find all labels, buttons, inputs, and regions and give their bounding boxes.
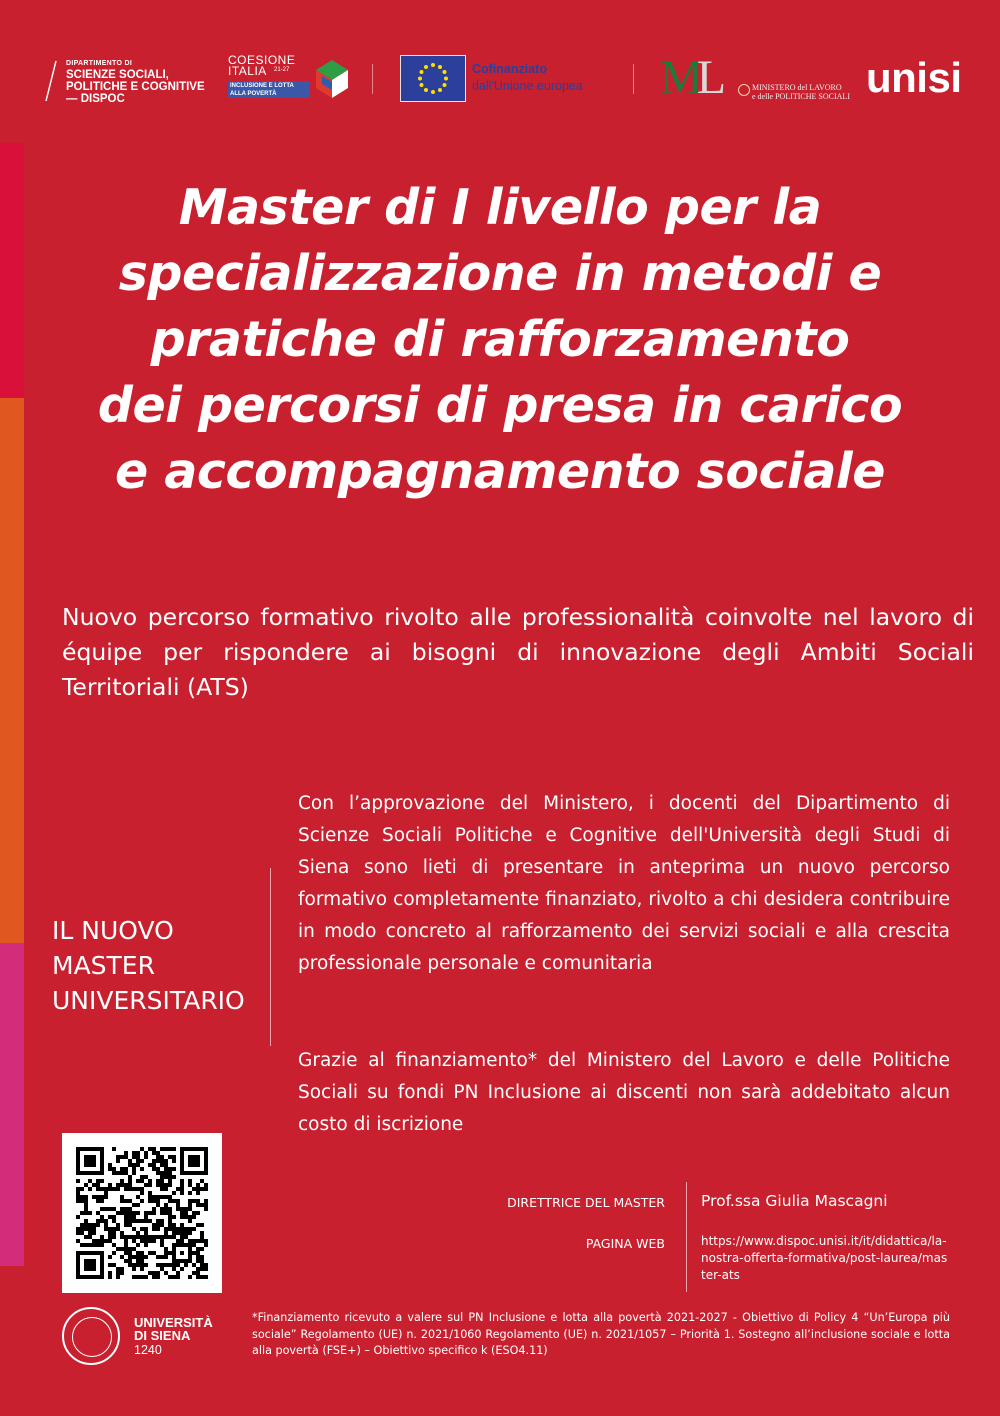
header-separator xyxy=(372,64,373,94)
university-name-line: DI SIENA xyxy=(134,1328,191,1343)
funding-paragraph: Grazie al finanziamento* del Ministero del Lavoro e delle Politiche Sociali su fondi PN Inclusione ai discenti non sarà addebitato alcun costo di iscrizione xyxy=(298,1050,950,1135)
subtitle: Nuovo percorso formativo rivolto alle professionalità coinvolte nel lavoro di équipe per rispondere ai bisogni di innovazione degli Ambiti Sociali Territoriali (ATS) xyxy=(62,603,974,701)
eu-line1: Cofinanziato xyxy=(472,62,547,76)
coesione-cube-icon xyxy=(312,56,352,100)
funding-footnote: *Finanziamento ricevuto a valere sul PN Inclusione e lotta alla povertà 2021-2027 - Obiettivo di Policy 4 “Un’Europa più sociale” Regolamento (UE) n. 2021/1060 Regolamento (UE) n. 2021/1057 – Priorità 1. Sostegno all’inclusione sociale e lotta alla povertà (FSE+) – Obiettivo specifico k (ESO4.11) xyxy=(252,1311,950,1357)
coesione-years: 21-27 xyxy=(274,67,290,73)
coesione-line1: COESIONE xyxy=(228,53,296,67)
section-divider xyxy=(270,868,271,1046)
coesione-box xyxy=(228,81,310,98)
coesione-italia-logo[interactable] xyxy=(228,54,353,102)
university-name xyxy=(134,1316,213,1357)
page-title xyxy=(30,175,970,505)
coesione-box-line1: INCLUSIONE E LOTTA xyxy=(230,83,294,89)
coesione-box-line2: ALLA POVERTÀ xyxy=(230,91,277,97)
side-bar-pink xyxy=(0,943,24,1266)
title-line: e accompagnamento sociale xyxy=(115,443,885,500)
section-label-line: IL NUOVO xyxy=(52,916,174,945)
unisi-logo[interactable]: unisi xyxy=(866,54,962,101)
title-line: Master di I livello per la xyxy=(178,179,822,236)
ministero-m-logo: ML xyxy=(660,51,727,104)
title-line: dei percorsi di presa in carico xyxy=(97,377,903,434)
eu-cofinanziato-text xyxy=(472,61,583,95)
eu-flag-icon xyxy=(400,55,466,102)
university-year: 1240 xyxy=(134,1343,162,1357)
qr-code[interactable] xyxy=(62,1133,222,1293)
ministero-emblem-icon xyxy=(738,84,750,96)
dispoc-line: SCIENZE SOCIALI, xyxy=(66,69,169,81)
university-seal-icon xyxy=(62,1307,120,1365)
section-label xyxy=(52,913,272,1018)
qr-code-icon xyxy=(76,1147,208,1279)
slash-icon xyxy=(44,60,58,102)
coesione-line2: ITALIA xyxy=(228,64,267,78)
web-url-link[interactable]: https://www.dispoc.unisi.it/it/didattica/la-nostra-offerta-formativa/post-laurea/master-ats xyxy=(701,1234,948,1282)
ministero-line1: MINISTERO del LAVORO xyxy=(752,83,842,92)
web-label: PAGINA WEB xyxy=(585,1236,665,1251)
header-separator xyxy=(633,64,634,94)
dispoc-line: — DISPOC xyxy=(66,93,125,105)
eu-line2: dall'Unione europea xyxy=(472,79,583,93)
side-bar-red xyxy=(0,143,24,398)
dispoc-small: DIPARTIMENTO DI xyxy=(66,60,133,67)
dispoc-logo[interactable] xyxy=(66,60,205,105)
intro-paragraph: Con l’approvazione del Ministero, i docenti del Dipartimento di Scienze Sociali Politiche e Cognitive dell'Università degli Studi di Siena sono lieti di presentare in anteprima un nuovo percorso formativo completamente finanziato, rivolto a chi desidera contribuire in modo concreto al rafforzamento dei servizi sociali e alla crescita professionale personale e comunitaria xyxy=(298,793,950,974)
section-label-line: MASTER xyxy=(52,951,155,980)
contact-divider xyxy=(686,1182,687,1292)
dispoc-line: POLITICHE E COGNITIVE xyxy=(66,81,205,93)
ministero-line2: e delle POLITICHE SOCIALI xyxy=(752,92,850,101)
director-label: DIRETTRICE DEL MASTER xyxy=(507,1195,665,1210)
title-line: pratiche di rafforzamento xyxy=(150,311,850,368)
director-name: Prof.ssa Giulia Mascagni xyxy=(701,1192,888,1210)
side-bar-orange xyxy=(0,398,24,943)
ministero-text xyxy=(752,83,850,101)
university-name-line: UNIVERSITÀ xyxy=(134,1315,213,1330)
title-line: specializzazione in metodi e xyxy=(118,245,882,302)
section-label-line: UNIVERSITARIO xyxy=(52,986,245,1015)
